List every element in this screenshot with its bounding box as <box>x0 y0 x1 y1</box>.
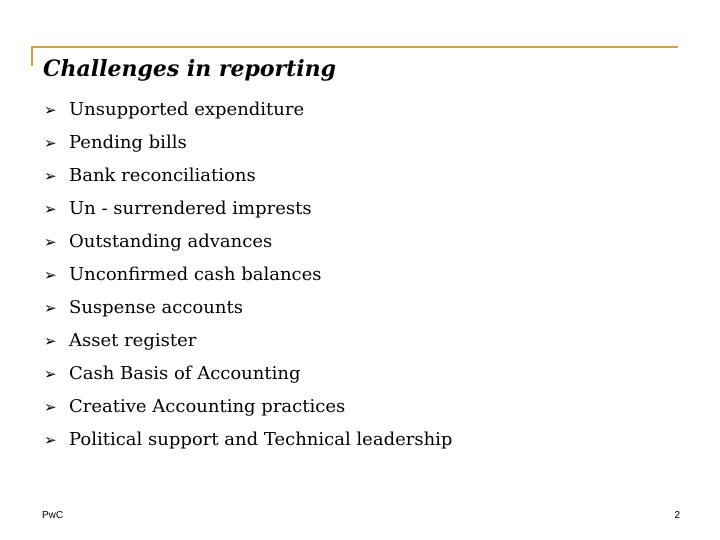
bullet-text: Asset register <box>69 330 197 351</box>
bullet-item <box>44 357 452 390</box>
bullet-text: Pending bills <box>69 132 187 153</box>
bullet-text: Creative Accounting practices <box>69 396 346 417</box>
arrow-bullet-icon: ➢ <box>44 430 57 449</box>
arrow-bullet-icon: ➢ <box>44 100 57 119</box>
bullet-item <box>44 291 452 324</box>
arrow-bullet-icon: ➢ <box>44 232 57 251</box>
bullet-text: Unsupported expenditure <box>69 99 305 120</box>
footer-brand: PwC <box>42 510 64 521</box>
arrow-bullet-icon: ➢ <box>44 265 57 284</box>
slide-title: Challenges in reporting <box>43 56 337 82</box>
bullet-item <box>44 126 452 159</box>
arrow-bullet-icon: ➢ <box>44 364 57 383</box>
header-rule-tick <box>31 46 33 66</box>
bullet-text: Suspense accounts <box>69 297 243 318</box>
bullet-item <box>44 258 452 291</box>
arrow-bullet-icon: ➢ <box>44 397 57 416</box>
bullet-item <box>44 192 452 225</box>
arrow-bullet-icon: ➢ <box>44 133 57 152</box>
bullet-item <box>44 390 452 423</box>
bullet-text: Cash Basis of Accounting <box>69 363 301 384</box>
bullet-text: Outstanding advances <box>69 231 273 252</box>
header-rule <box>31 46 678 48</box>
page-number: 2 <box>674 510 680 521</box>
bullet-text: Bank reconciliations <box>69 165 256 186</box>
bullet-item <box>44 159 452 192</box>
arrow-bullet-icon: ➢ <box>44 166 57 185</box>
bullet-list <box>44 93 452 456</box>
bullet-item <box>44 324 452 357</box>
bullet-item <box>44 93 452 126</box>
arrow-bullet-icon: ➢ <box>44 298 57 317</box>
arrow-bullet-icon: ➢ <box>44 331 57 350</box>
bullet-text: Un - surrendered imprests <box>69 198 312 219</box>
arrow-bullet-icon: ➢ <box>44 199 57 218</box>
bullet-text: Unconfirmed cash balances <box>69 264 322 285</box>
bullet-item <box>44 225 452 258</box>
bullet-text: Political support and Technical leadership <box>69 429 453 450</box>
bullet-item <box>44 423 452 456</box>
